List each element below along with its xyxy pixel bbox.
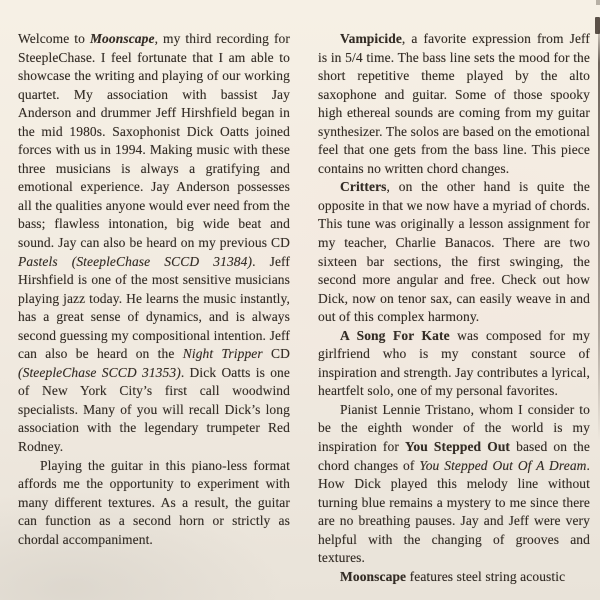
paragraph (318, 568, 590, 587)
text-run: , on the other hand is quite the opposite in that we now have a myriad of chords. This tune was originally a lesson assignment for my teacher, Charlie Banacos. There are two sixteen bar sections, the first swinging, the second more angular and free. Check out how Dick, now on tenor sax, can easily weave in and out of this complex harmony. (318, 179, 590, 325)
text-run: Pastels (SteepleChase SCCD 31384) (18, 253, 253, 269)
text-run: Night Tripper (182, 346, 263, 362)
text-run: , a favorite expression from Jeff is in 5/4 time. The bass line sets the mood for the short repetitive theme played by the alto saxophone and guitar. Some of those spooky high ethereal sounds are coming from my guitar synthesizer. The solos are based on the emotional feel that one gets from the bass line. This piece contains no written chord changes. (318, 31, 590, 176)
text-run: . Jeff Hirshfield is one of the most sensitive musicians playing jazz today. He learns the music instantly, has a great sense of dynamics, and is always second guessing my compositional intention. Jeff can also be heard on the (18, 253, 290, 362)
scan-corner-shadow (596, 0, 600, 5)
text-run: based on the chord changes of (318, 439, 590, 473)
text-run: , my third recording for SteepleChase. I feel fortunate that I am able to showcase the writing and playing of our working quartet. My association with bassist Jay Anderson and drummer Jeff Hirshfield began in the mid 1980s. Saxophonist Dick Oatts joined forces with us in 1994. Making music with these three musicians is always a gratifying and emotional experience. Jay Anderson possesses all the qualities anyone would ever need from the bass; flawless intonation, big wide beat and sound. Jay can also be heard on my previous CD (18, 31, 290, 251)
text-run: CD (262, 346, 290, 362)
text-run: You Stepped Out Of A Dream (419, 457, 587, 473)
text-run: You Stepped Out (405, 439, 511, 455)
text-run: Moonscape (340, 568, 407, 584)
text-run: . Dick Oatts is one of New York City’s first call woodwind specialists. Many of you will recall Dick’s long association with the legendary trumpeter Red Rodney. (18, 364, 290, 455)
paragraph (18, 457, 290, 550)
text-run: A Song For Kate (340, 327, 450, 343)
text-column-left (18, 30, 290, 586)
paragraph (318, 178, 590, 326)
text-run: Critters (340, 179, 387, 195)
paragraph (318, 327, 590, 401)
text-run: was composed for my girlfriend who is my constant source of inspiration and strength. Jay contributes a lyrical, heartfelt solo, one of my personal favorites. (318, 327, 590, 399)
text-run: (SteepleChase SCCD 31353) (18, 364, 181, 380)
text-columns (18, 30, 590, 586)
text-run: Moonscape (89, 31, 155, 46)
text-run: Welcome to (18, 31, 90, 46)
text-run: features steel string acoustic (406, 568, 566, 584)
paragraph (18, 30, 290, 457)
text-run: Pianist Lennie Tristano, whom I consider to be the eighth wonder of the world is my inspiration for (318, 401, 590, 455)
text-run: Playing the guitar in this piano-less format affords me the opportunity to experiment with many different textures. As a result, the guitar can function as a second horn or strictly as chordal accompaniment. (18, 457, 290, 547)
text-column-right (318, 30, 590, 586)
text-run: . How Dick played this melody line without turning blue remains a mystery to me since there are no breathing pauses. Jay and Jeff were very helpful with the changing of grooves and textures. (318, 457, 591, 566)
paragraph (318, 401, 590, 568)
paragraph (318, 30, 590, 178)
text-run: Vampicide (340, 31, 402, 46)
